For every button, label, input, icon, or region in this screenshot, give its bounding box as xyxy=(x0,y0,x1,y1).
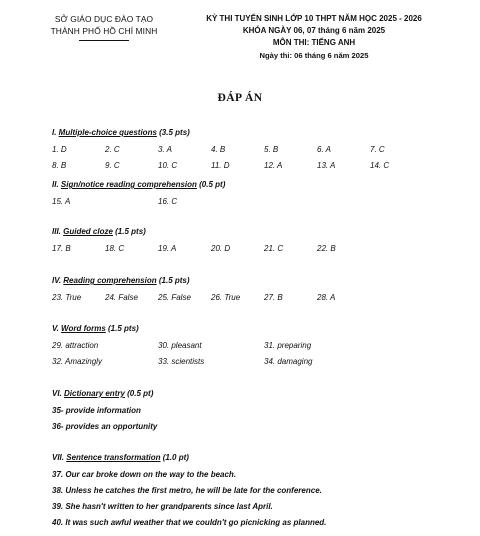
answer-item: 4. B xyxy=(211,145,226,154)
department-header xyxy=(40,13,168,41)
answer-item: 23. True xyxy=(52,293,82,302)
answer-item: 10. C xyxy=(158,161,178,170)
section-multiple-choice xyxy=(52,128,472,177)
answer-item: 30. pleasant xyxy=(158,341,202,350)
answer-item: 15. A xyxy=(52,197,71,206)
answer-item: 32. Amazingly xyxy=(52,357,102,366)
answer-item: 25. False xyxy=(158,293,191,302)
city-name: THÀNH PHỐ HỒ CHÍ MINH xyxy=(50,26,158,36)
page-title: ĐÁP ÁN xyxy=(217,92,263,104)
answer-item: 7. C xyxy=(370,145,385,154)
answer-item: 1. D xyxy=(52,145,67,154)
answer-item: 27. B xyxy=(264,293,283,302)
section-heading: I. Multiple-choice questions (3.5 pts) xyxy=(52,128,190,137)
exam-header xyxy=(178,13,450,62)
section-word-forms xyxy=(52,324,472,373)
answer-item: 18. C xyxy=(105,244,125,253)
section-heading: VI. Dictionary entry (0.5 pt) xyxy=(52,389,154,398)
answer-row xyxy=(52,161,472,177)
section-guided-cloze xyxy=(52,227,472,260)
answer-row xyxy=(52,244,472,260)
section-reading-comprehension xyxy=(52,276,472,309)
answer-line: 37. Our car broke down on the way to the beach. xyxy=(52,470,237,479)
answer-item: 19. A xyxy=(158,244,177,253)
answer-item: 6. A xyxy=(317,145,331,154)
section-heading: III. Guided cloze (1.5 pts) xyxy=(52,227,146,236)
answer-item: 29. attraction xyxy=(52,341,99,350)
section-sentence-transformation xyxy=(52,453,472,534)
answer-item: 9. C xyxy=(105,161,120,170)
answer-item: 16. C xyxy=(158,197,178,206)
section-heading: VII. Sentence transformation (1.0 pt) xyxy=(52,453,189,462)
answer-row xyxy=(52,341,472,357)
section-sign-notice xyxy=(52,180,472,213)
answer-item: 3. A xyxy=(158,145,172,154)
answer-row xyxy=(52,293,472,309)
answer-item: 21. C xyxy=(264,244,284,253)
answer-item: 8. B xyxy=(52,161,67,170)
answer-item: 17. B xyxy=(52,244,71,253)
answer-line: 39. She hasn't written to her grandparents since last April. xyxy=(52,502,273,511)
answer-line: 35- provide information xyxy=(52,406,141,415)
answer-item: 20. D xyxy=(211,244,231,253)
section-dictionary-entry xyxy=(52,389,472,438)
answer-item: 31. preparing xyxy=(264,341,312,350)
answer-item: 5. B xyxy=(264,145,279,154)
answer-item: 13. A xyxy=(317,161,336,170)
answer-item: 12. A xyxy=(264,161,283,170)
answer-item: 22. B xyxy=(317,244,336,253)
section-heading: II. Sign/notice reading comprehension (0.5 pt) xyxy=(52,180,226,189)
answer-item: 26. True xyxy=(211,293,241,302)
section-heading: IV. Reading comprehension (1.5 pts) xyxy=(52,276,190,285)
answer-row xyxy=(52,197,472,213)
exam-session: KHÓA NGÀY 06, 07 tháng 6 năm 2025 xyxy=(242,26,386,35)
answer-item: 24. False xyxy=(105,293,138,302)
department-name: SỞ GIÁO DỤC ĐÀO TẠO xyxy=(54,14,154,24)
answer-item: 33. scientists xyxy=(158,357,205,366)
exam-subject: MÔN THI: TIẾNG ANH xyxy=(272,38,356,47)
answer-line: 40. It was such awful weather that we couldn't go picnicking as planned. xyxy=(52,518,327,527)
exam-date: Ngày thi: 06 tháng 6 năm 2025 xyxy=(259,51,369,60)
section-heading: V. Word forms (1.5 pts) xyxy=(52,324,139,333)
answer-line: 38. Unless he catches the first metro, he will be late for the conference. xyxy=(52,486,322,495)
answer-item: 34. damaging xyxy=(264,357,313,366)
answer-line: 36- provides an opportunity xyxy=(52,422,158,431)
answer-item: 2. C xyxy=(105,145,120,154)
answer-item: 28. A xyxy=(317,293,336,302)
exam-title: KỲ THI TUYỂN SINH LỚP 10 THPT NĂM HỌC 2025 - 2026 xyxy=(206,14,422,23)
answer-row xyxy=(52,145,472,161)
answer-item: 14. C xyxy=(370,161,390,170)
header-rule xyxy=(79,40,129,41)
answer-item: 11. D xyxy=(211,161,230,170)
answer-row xyxy=(52,357,472,373)
